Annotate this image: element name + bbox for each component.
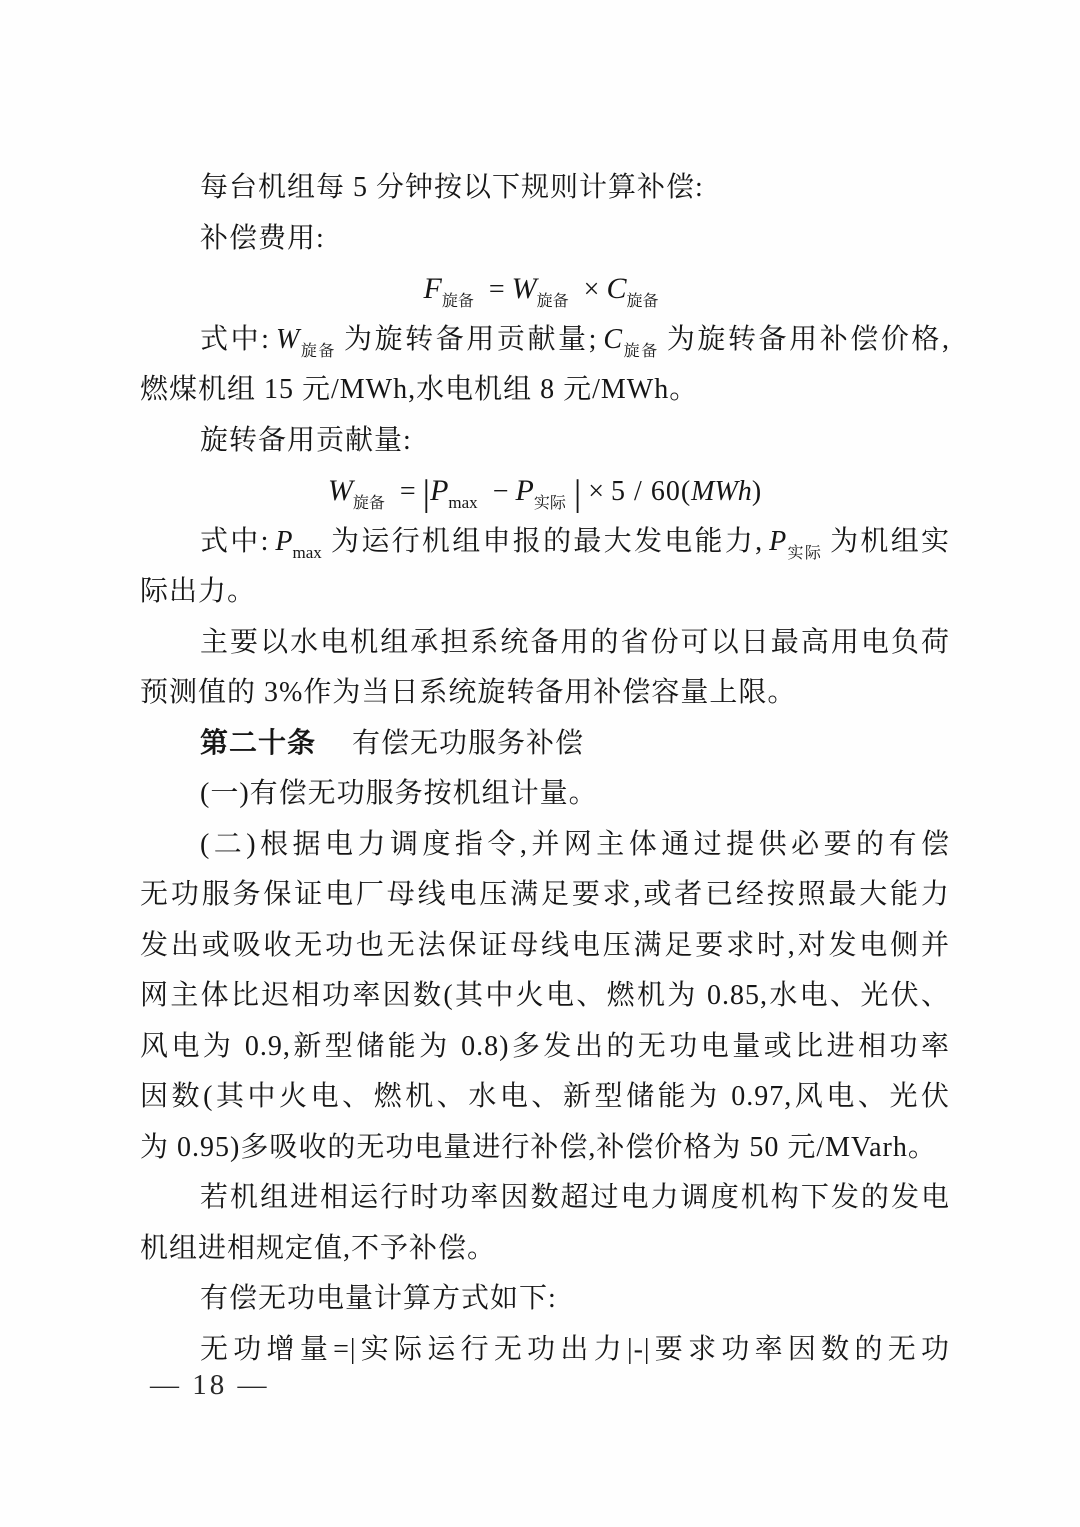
line-item-2-cont: 无功服务保证电厂母线电压满足要求,或者已经按照最大能力: [140, 879, 950, 910]
equals-sign: =: [488, 274, 505, 305]
close-paren: ): [751, 476, 763, 507]
line-item-2-end: 为 0.95)多吸收的无功电量进行补偿,补偿价格为 50 元/MVarh。: [140, 1131, 937, 1163]
line-fee-legend: [140, 315, 950, 366]
minus-sign: −: [492, 476, 509, 507]
line-no-compensation-end: 机组进相规定值,不予补偿。: [140, 1232, 497, 1264]
article-number: 第二十条: [200, 727, 317, 759]
line-hydro-provinces: 主要以水电机组承担系统备用的省份可以日最高用电负荷: [200, 626, 950, 658]
formula-sub-max: max: [292, 542, 322, 562]
line-contribution-label: 旋转备用贡献量:: [200, 424, 412, 456]
line-contribution-legend: [140, 517, 950, 568]
formula-var-Pactual: P: [769, 525, 787, 557]
formula-spinning-reserve-fee: [140, 264, 950, 315]
formula-var-C: C: [606, 272, 627, 305]
legend-text: 为旋转备用补偿价格,: [666, 323, 950, 355]
formula-var-C: C: [603, 323, 623, 355]
line-price-values: 燃煤机组 15 元/MWh,水电机组 8 元/MWh。: [140, 374, 699, 405]
formula-sub-max: max: [448, 493, 478, 512]
line-rule-intro: 每台机组每 5 分钟按以下规则计算补偿:: [200, 172, 704, 203]
line-actual-output: 际出力。: [140, 576, 257, 607]
line-fee-label: 补偿费用:: [200, 222, 325, 254]
formula-var-Pmax: P: [275, 525, 293, 557]
formula-sub-xuanbei: 旋备: [299, 342, 336, 360]
formula-sub-xuanbei: 旋备: [441, 293, 474, 310]
line-no-compensation-start: 若机组进相运行时功率因数超过电力调度机构下发的发电: [200, 1182, 950, 1213]
formula-var-Pmax: P: [430, 474, 449, 507]
line-item-1: (一)有偿无功服务按机组计量。: [200, 778, 598, 809]
abs-bar: |: [573, 473, 582, 514]
document-content: [140, 163, 950, 1375]
line-forecast-cap: 预测值的 3%作为当日系统旋转备用补偿容量上限。: [140, 677, 797, 708]
formula-sub-xuanbei: 旋备: [352, 495, 385, 512]
line-item-2-cont: 风电为 0.9,新型储能为 0.8)多发出的无功电量或比进相功率: [140, 1030, 950, 1062]
formula-spinning-reserve-contribution: [140, 466, 950, 517]
line-item-2-cont: 发出或吸收无功也无法保证母线电压满足要求时,对发电侧并: [140, 929, 950, 961]
formula-var-Pactual: P: [515, 474, 534, 507]
formula-unit-mwh: MWh: [691, 476, 752, 507]
formula-var-W: W: [327, 474, 353, 507]
legend-text: 为运行机组申报的最大发电能力,: [329, 525, 764, 557]
formula-sub-shiji: 实际: [786, 544, 823, 562]
formula-sub-xuanbei: 旋备: [622, 342, 659, 360]
line-item-2-cont: 网主体比迟相功率因数(其中火电、燃机为 0.85,水电、光伏、: [140, 980, 950, 1011]
formula-var-F: F: [423, 272, 442, 305]
times-sign: ×: [588, 476, 605, 507]
formula-fraction: 5 / 60(: [611, 476, 692, 507]
times-sign: ×: [583, 274, 600, 305]
legend-prefix: 式中:: [200, 323, 270, 355]
formula-sub-shiji: 实际: [533, 495, 566, 512]
legend-text: 为旋转备用贡献量;: [344, 323, 598, 355]
equals-sign: =: [399, 476, 416, 507]
legend-prefix: 式中:: [200, 525, 270, 557]
formula-var-W: W: [275, 323, 300, 355]
line-reactive-increment: 无功增量=|实际运行无功出力|-|要求功率因数的无功: [200, 1333, 950, 1365]
page-number: — 18 —: [150, 1369, 270, 1401]
formula-var-W: W: [511, 272, 537, 305]
line-item-2-cont: 因数(其中火电、燃机、水电、新型储能为 0.97,风电、光伏: [140, 1081, 950, 1112]
formula-sub-xuanbei: 旋备: [536, 293, 569, 310]
formula-sub-xuanbei: 旋备: [626, 293, 659, 310]
line-calc-method-label: 有偿无功电量计算方式如下:: [200, 1283, 557, 1314]
legend-text: 为机组实: [830, 525, 950, 557]
line-item-2-start: (二)根据电力调度指令,并网主体通过提供必要的有偿: [200, 828, 950, 860]
line-article-20-heading: [140, 719, 950, 770]
article-title: 有偿无功服务补偿: [352, 727, 585, 759]
abs-bar: |: [422, 473, 431, 514]
